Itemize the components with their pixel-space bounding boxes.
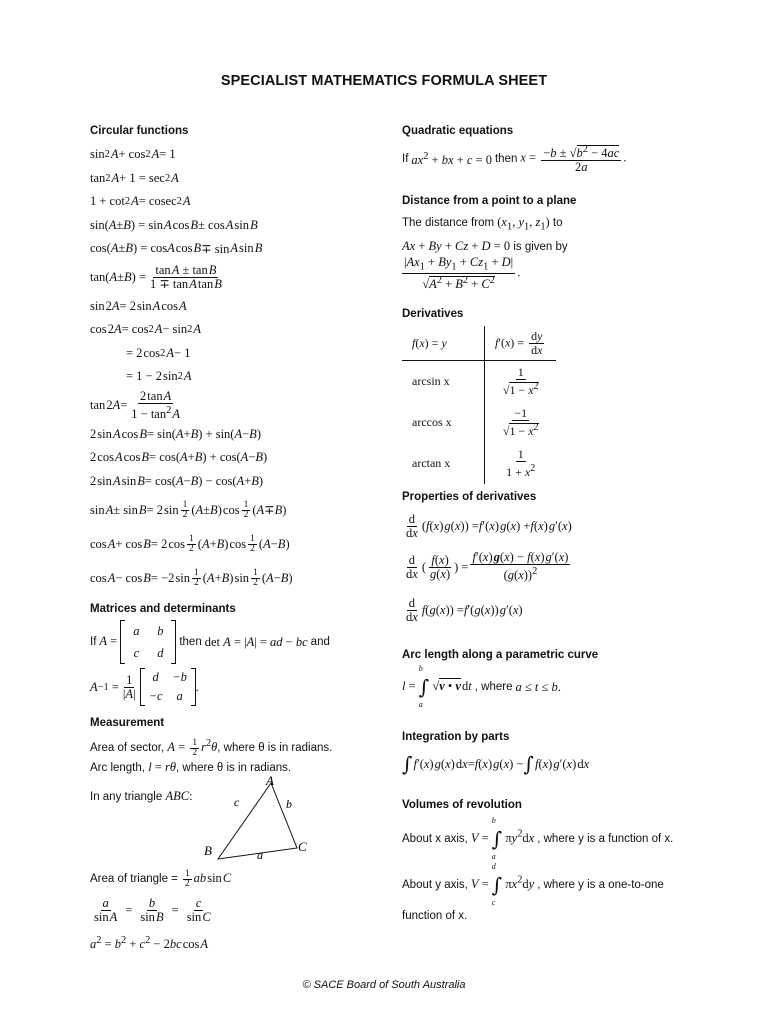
arc-length-formula: l = rθ: [148, 759, 176, 774]
volumes-section: [402, 799, 732, 925]
section-heading-matrices: Matrices and determinants: [90, 603, 236, 615]
volume-y-formula: V = d ∫ c $\pi x^2dy$: [470, 862, 535, 907]
derivatives-table: [402, 326, 556, 484]
section-heading-arc: Arc length along a parametric curve: [402, 649, 599, 661]
quadratic-section: [402, 125, 732, 174]
matrix-a: A = a b c d: [99, 620, 176, 664]
about-y-tail: , where y is a one-to-one: [537, 879, 664, 891]
chain-rule: $\frac{d}{dx}$ f ( g ( x )) = f ′( g ( x )) g ′( x ): [406, 595, 523, 624]
quadratic-formula: [402, 143, 732, 174]
quotient-rule: $\frac{d}{dx}$ ( $\frac{f(x)}{g(x)}$ ) = $\frac{f'(x) g(x) - f(x) g'(x)}{(g(x))^2}$: [406, 550, 569, 583]
vertex-a-label: A: [266, 773, 274, 788]
identity-cos-double-1: cos 2 A = cos 2 A − sin 2 A: [90, 322, 201, 337]
volume-about-y-continued: function of x.: [402, 910, 468, 922]
matrix-inverse: A −1 = $\frac{1}{|A|}$ d −b −c a .: [90, 665, 380, 709]
arc-length: [90, 758, 380, 777]
identity-sin-sum: sin( A ± B ) = sin A cos B ± cos A sin B: [90, 217, 258, 232]
identity-pythagorean: sin 2 A + cos 2 A = 1: [90, 147, 176, 162]
distance-line-2: [402, 237, 732, 256]
row-function: arcsin x: [412, 374, 450, 388]
distance-line-1: [402, 213, 732, 237]
vertex-c-label: C: [298, 839, 307, 854]
identity-sum-to-product-1: sin A ± sin B = 2 sin $\frac{1}{2}$ ( A ± B ) cos $\frac{1}{2}$ ( A ∓ B ): [90, 499, 287, 520]
then-label: then: [179, 636, 202, 648]
and-label: and: [310, 636, 330, 648]
plane-equation: Ax + By + Cz + D = 0: [402, 238, 511, 253]
sector-formula: A = $\frac{1}{2}$ $r^2\theta$: [167, 737, 218, 758]
measurement-section: [90, 717, 380, 952]
distance-from-label: The distance from: [402, 217, 495, 229]
quadratic-solution: x = $\frac{-b \pm √b^2 - 4ac}{2a}$ .: [520, 144, 627, 175]
determinant: det A = |A| = ad − bc: [204, 635, 308, 649]
section-heading-properties: Properties of derivatives: [402, 491, 537, 503]
identity-cos-double-3: = 1 − 2 sin 2 A: [126, 369, 192, 384]
matrix-definition: [90, 621, 380, 663]
side-c-label: c: [234, 795, 240, 809]
derivatives-section: [402, 308, 732, 484]
quadratic-equation: $ax^2$ + bx + c = 0: [411, 151, 492, 168]
identity-product-2: 2 cos A cos B = cos( A + B ) + cos( A − B ): [90, 450, 268, 465]
table-row: [402, 361, 556, 403]
triangle-area-formula: $\frac{1}{2}$ ab sin C: [184, 868, 232, 889]
any-triangle-label: In any triangle: [90, 790, 163, 803]
identity-sum-to-product-3: cos A − cos B = −2 sin $\frac{1}{2}$ ( A + B ) sin $\frac{1}{2}$ ( A − B ): [90, 567, 293, 588]
section-heading-measurement: Measurement: [90, 717, 165, 729]
about-y-label: About y axis,: [402, 879, 468, 891]
triangle-diagram: [90, 773, 330, 865]
arc-length-formula-row: [402, 664, 732, 709]
circular-functions-section: [90, 125, 380, 595]
arc-length-label: Arc length,: [90, 761, 145, 774]
copyright-footer: © SACE Board of South Australia: [302, 979, 466, 991]
area-of-sector: [90, 735, 380, 758]
table-row: [402, 402, 556, 443]
derivatives-table-header: [402, 326, 556, 361]
properties-section: [402, 491, 732, 629]
triangle-area: [90, 869, 380, 889]
sine-rule: $\frac{a}{\text{sin A}}$ = $\frac{b}{\text{sin B}}$ = $\frac{c}{\text{sin C}}$: [94, 896, 211, 924]
identity-product-3: 2 sin A sin B = cos( A − B ) − cos( A + B ): [90, 473, 264, 488]
section-heading-volumes: Volumes of revolution: [402, 799, 522, 811]
side-b-label: b: [286, 797, 292, 811]
identity-tan-sec: tan 2 A + 1 = sec 2 A: [90, 170, 179, 185]
row-derivative: $\frac{1}{√1 - x^2}$: [485, 361, 557, 403]
identity-tan-sum: tan( A ± B ) = $\frac{\text{tan A ± tan B}}{\text{1 ∓ tan A tan B}}$: [90, 263, 222, 291]
header-derivative: f′(x) = $\frac{dy}{dx}$: [485, 326, 557, 361]
row-derivative: $\frac{1}{1 + x^2}$: [485, 443, 557, 484]
identity-cot-cosec: 1 + cot 2 A = cosec 2 A: [90, 194, 191, 209]
arc-length-tail: , where θ is in radians.: [176, 761, 292, 774]
vertex-b-label: B: [204, 843, 212, 858]
section-heading-parts: Integration by parts: [402, 731, 510, 743]
distance-to-label: to: [552, 217, 563, 229]
header-function: f(x) = y: [402, 326, 485, 361]
identity-sum-to-product-2: cos A + cos B = 2 cos $\frac{1}{2}$ ( A + B ) cos $\frac{1}{2}$ ( A − B ): [90, 533, 290, 554]
volume-x-formula: V = b ∫ a $\pi y^2dx$: [470, 816, 535, 861]
volume-about-y: [402, 863, 732, 907]
row-function: arctan x: [412, 456, 451, 470]
sector-label: Area of sector,: [90, 742, 165, 755]
identity-tan-double: tan 2 A = $\frac{\text{2 tan A}}{1 - \tan^2 A}$: [90, 388, 180, 422]
about-x-label: About x axis,: [402, 833, 468, 845]
triangle-area-label: Area of triangle =: [90, 872, 178, 885]
arc-length-section: [402, 649, 732, 707]
sector-tail: , where θ is in radians.: [217, 742, 333, 755]
volume-about-x: [402, 817, 732, 861]
arc-bounds: a ≤ t ≤ b.: [515, 680, 561, 694]
section-heading-distance: Distance from a point to a plane: [402, 195, 577, 207]
point-coordinates: ($x_1$, $y_1$, $z_1$): [497, 215, 550, 233]
row-function: arccos x: [412, 415, 452, 429]
integration-by-parts-section: [402, 731, 732, 779]
page-title: SPECIALIST MATHEMATICS FORMULA SHEET: [220, 73, 548, 89]
section-heading-quadratic: Quadratic equations: [402, 125, 514, 137]
distance-section: [402, 195, 732, 291]
table-row: [402, 443, 556, 484]
section-heading-derivatives: Derivatives: [402, 308, 464, 320]
matrices-section: [90, 603, 380, 709]
about-x-tail: , where y is a function of x.: [537, 833, 674, 845]
quad-if-label: If: [402, 152, 409, 165]
distance-given-label: is given by: [513, 240, 568, 253]
section-heading-circular: Circular functions: [90, 125, 189, 137]
arc-length-integral: l = b ∫ a √v • v dt: [402, 664, 472, 709]
arc-where-label: , where: [474, 681, 513, 693]
product-rule: $\frac{d}{dx}$ ( f ( x ) g ( x )) = f ′( x ) g ( x ) + f ( x ) g ′( x ): [406, 511, 572, 540]
row-derivative: $\frac{-1}{√1 - x^2}$: [485, 402, 557, 443]
identity-cos-double-2: = 2 cos 2 A − 1: [126, 345, 191, 360]
if-label: If: [90, 636, 97, 648]
side-a-label: a: [257, 848, 263, 862]
triangle-abc: ABC:: [165, 788, 193, 803]
quad-then-label: then: [494, 152, 518, 165]
identity-sin-double: sin 2 A = 2 sin A cos A: [90, 298, 187, 313]
distance-formula: $\frac{|Ax_1 + By_1 + Cz_1 + D|}{√A^2 + B^2 + C^2}$ .: [404, 254, 521, 292]
cosine-rule: $a^2 = b^2 + c^2 - 2bc$ cos A: [90, 935, 209, 952]
integration-by-parts-formula: ∫ f ′( x ) g ( x ) d x = f ( x ) g ( x ) − ∫ f ( x ) g ′( x ) d x: [402, 752, 590, 776]
identity-product-1: 2 sin A cos B = sin( A + B ) + sin( A − B ): [90, 426, 261, 441]
identity-cos-sum: cos( A ± B ) = cos A cos B ∓ sin A sin B: [90, 241, 263, 256]
